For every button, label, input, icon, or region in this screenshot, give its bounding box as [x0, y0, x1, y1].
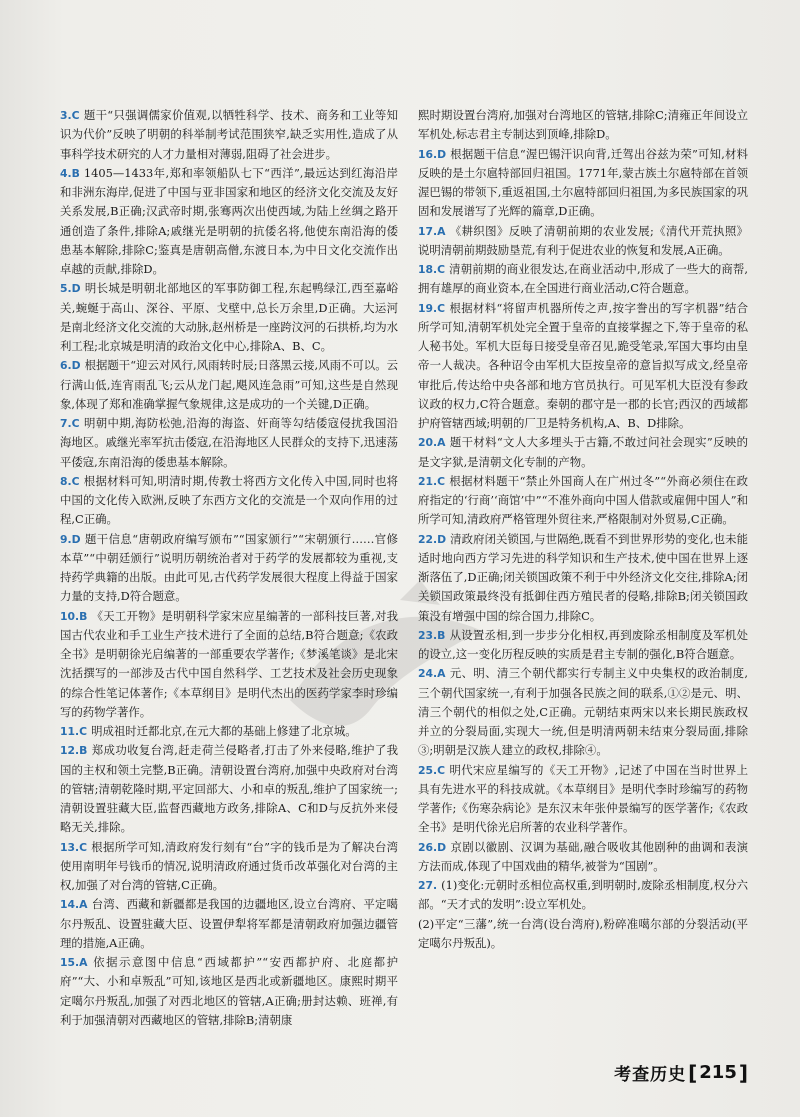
answer-number: 6.D	[60, 359, 81, 373]
answer-number: 8.C	[60, 474, 80, 488]
answer-item	[60, 838, 398, 896]
answer-number: 15.A	[60, 956, 88, 969]
answer-number: 24.A	[418, 667, 446, 681]
answer-item	[418, 626, 748, 665]
answer-item	[60, 414, 398, 472]
answer-number: 20.A	[418, 436, 446, 450]
answer-item	[60, 607, 398, 723]
answer-item	[60, 895, 398, 953]
answer-text: 台湾、西藏和新疆都是我国的边疆地区,设立台湾府、平定噶尔丹叛乱、设置驻藏大臣、设置伊犁将军都是清朝政府加强边疆管理的措施,A正确。	[60, 897, 398, 950]
answer-text: 明代宋应星编写的《天工开物》,记述了中国在当时世界上具有先进水平的科技成就。《本草纲目》是明代李时珍编写的药物学著作;《伤寒杂病论》是东汉末年张仲景编写的医学著作;《农政全书》是明代徐光启所著的农业科学著作。	[418, 762, 748, 835]
answer-text: 明长城是明朝北部地区的军事防御工程,东起鸭绿江,西至嘉峪关,蜿蜒于高山、深谷、平原、戈壁中,总长万余里,D正确。大运河是南北经济文化交流的大动脉,赵州桥是一座跨汶河的石拱桥,均为水利工程;北京城是明清的政治文化中心,排除A、B、C。	[60, 281, 398, 353]
answer-number: 27.	[418, 879, 438, 892]
answer-item	[418, 761, 748, 838]
footer-label: 考查历史	[614, 1065, 687, 1085]
answer-text: 清政府闭关锁国,与世隔绝,既看不到世界形势的变化,也未能适时地向西方学习先进的科学知识和生产技术,使中国在世界上逐渐落伍了,D正确;闭关锁国政策不利于中外经济文化交往,排除A;闭关锁国政策最终没有抵御住西方殖民者的侵略,排除B;闭关锁国政策没有增强中国的综合国力,排除C。	[418, 531, 748, 623]
answer-number: 26.D	[418, 840, 447, 854]
answer-text: 根据材料“将留声机器所传之声,按字誊出的写字机器”结合所学可知,清朝军机处完全置于皇帝的直接掌握之下,等于皇帝的私人秘书处。军机大臣每日接受皇帝召见,跪受笔录,军国大事均由皇帝一人裁决。各种诏令由军机大臣按皇帝的意旨拟写成文,经皇帝审批后,传达给中央各部和地方官员执行。可见军机大臣没有参政议政的权力,C符合题意。秦朝的郡守是一郡的长官;西汉的西域都护府管辖西域;明朝的厂卫是特务机构,A、B、D排除。	[418, 300, 748, 430]
answer-number: 23.B	[418, 628, 446, 642]
answer-text: 题干信息“唐朝政府编写颁布”“国家颁行”“宋朝颁行……官修本草”“中朝廷颁行”说明历朝统治者对于药学的发展都较为重视,支持药学典籍的出版。由此可见,古代药学发展很大程度上得益于国家力量的支持,D符合题意。	[60, 531, 398, 604]
answer-number: 21.C	[418, 474, 446, 488]
answer-item	[418, 530, 748, 626]
answer-item	[418, 472, 748, 530]
answer-number: 9.D	[60, 532, 81, 546]
answer-subitem: (2)平定“三藩”,统一台湾(设台湾府),粉碎准噶尔部的分裂活动(平定噶尔丹叛乱)。	[418, 916, 748, 950]
answer-item	[418, 145, 748, 222]
answer-text: (1)变化:元朝时丞相位高权重,到明朝时,废除丞相制度,权分六部。“天才式的发明”:设立军机处。	[418, 878, 748, 912]
answer-text: 郑成功收复台湾,赶走荷兰侵略者,打击了外来侵略,维护了我国的主权和领土完整,B正确。清朝设置台湾府,加强中央政府对台湾的管辖;清朝乾隆时期,平定回部大、小和卓的叛乱,维护了国家统一;清朝设置驻藏大臣,监督西藏地方政务,排除A、C和D与反抗外来侵略无关,排除。	[60, 743, 398, 835]
answer-text: 熙时期设置台湾府,加强对台湾地区的管辖,排除C;清雍正年间设立军机处,标志君主专制达到顶峰,排除D。	[418, 108, 748, 142]
answer-text: 根据所学可知,清政府发行刻有“台”字的钱币是为了解决台湾使用南明年号钱币的情况,说明清政府通过货币改革强化对台湾的主权,加强了对台湾的管辖,C正确。	[60, 839, 398, 892]
answer-number: 25.C	[418, 763, 446, 777]
answer-number: 7.C	[60, 417, 80, 430]
answer-number: 12.B	[60, 744, 88, 758]
answer-number: 13.C	[60, 840, 88, 854]
answer-number: 14.A	[60, 898, 88, 912]
answer-text: 京剧以徽剧、汉调为基础,融合吸收其他剧种的曲调和表演方法而成,体现了中国戏曲的精华,被誉为“国剧”。	[418, 839, 748, 873]
answer-item	[418, 664, 748, 760]
bracket-close: ]	[738, 1060, 748, 1085]
page-footer	[614, 1060, 748, 1085]
answer-number: 11.C	[60, 725, 88, 738]
answer-number: 5.D	[60, 282, 81, 296]
answer-text: 根据材料题干“禁止外国商人在广州过冬”“外商必须住在政府指定的‘行商’‘商馆’中”“不准外商向中国人借款或雇佣中国人”和所学可知,清政府严格管理外贸往来,严格限制对外贸易,C正确。	[418, 473, 748, 527]
answer-text: 根据题干信息“渥巴锡汗识向背,迁驾出谷兹为荣”可知,材料反映的是土尔扈特部回归祖国。1771年,蒙古族土尔扈特部在首领渥巴锡的带领下,重返祖国,土尔扈特部回归祖国,为多民族国家的巩固和发展谱写了光辉的篇章,D正确。	[418, 146, 748, 219]
page-number: 215	[699, 1062, 737, 1083]
answer-text: 明成祖时迁都北京,在元大都的基础上修建了北京城。	[91, 724, 357, 738]
answer-number: 17.A	[418, 224, 446, 238]
answer-number: 10.B	[60, 609, 88, 623]
answer-item	[418, 106, 748, 145]
answer-text: 从设置丞相,到一步步分化相权,再到废除丞相制度及军机处的设立,这一变化历程反映的实质是君主专制的强化,B符合题意。	[418, 627, 748, 661]
answer-item	[60, 164, 398, 280]
answer-text: 明朝中期,海防松弛,沿海的海盗、奸商等勾结倭寇侵扰我国沿海地区。戚继光率军抗击倭寇,在沿海地区人民群众的支持下,迅速荡平倭寇,东南沿海的倭患基本解除。	[60, 416, 398, 469]
answer-text: 《天工开物》是明朝科学家宋应星编著的一部科技巨著,对我国古代农业和手工业生产技术进行了全面的总结,B符合题意;《农政全书》是明朝徐光启编著的一部重要农学著作;《梦溪笔谈》是北宋沈括撰写的一部涉及古代中国自然科学、工艺技术及社会历史现象的综合性笔记体著作;《本草纲目》是明代杰出的医药学家李时珍编写的药物学著作。	[60, 608, 398, 719]
answer-text: 根据材料可知,明清时期,传教士将西方文化传入中国,同时也将中国的文化传入欧洲,反映了东西方文化的交流是一个双向作用的过程,C正确。	[60, 473, 398, 527]
answer-item	[60, 530, 398, 607]
answer-item	[418, 433, 748, 472]
answer-text: 1405—1433年,郑和率领船队七下“西洋”,最远达到红海沿岸和非洲东海岸,促进了中国与亚非国家和地区的经济文化交流及友好关系发展,B正确;汉武帝时期,张骞两次出使西域,为陆上丝绸之路开通创造了条件,排除A;戚继光是明朝的抗倭名将,他使东南沿海的倭患基本解除,排除C;鉴真是唐朝高僧,东渡日本,为中日文化交流作出卓越的贡献,排除D。	[60, 165, 398, 276]
answer-item	[418, 260, 748, 299]
answer-number: 16.D	[418, 147, 447, 161]
answer-item	[60, 953, 398, 1030]
answer-number: 3.C	[60, 109, 80, 122]
answer-text: 题干材料“文人大多埋头于古籍,不敢过问社会现实”反映的是文字狱,是清朝文化专制的产物。	[418, 435, 748, 469]
answer-number: 18.C	[418, 263, 446, 276]
answer-item	[60, 741, 398, 837]
answer-item	[418, 299, 748, 434]
answer-number: 19.C	[418, 301, 446, 315]
answer-item	[418, 876, 748, 915]
bracket-open: [	[688, 1060, 698, 1085]
answer-text: 元、明、清三个朝代都实行专制主义中央集权的政治制度,三个朝代国家统一,有利于加强各民族之间的联系,①②是元、明、清三个朝代的相似之处,C正确。元朝结束两宋以来长期民族政权并立的分裂局面,实现大一统,但是明清两朝未结束分裂局面,排除③;明朝是汉族人建立的政权,排除④。	[418, 666, 748, 758]
answer-text: 根据题干“迎云对风行,风雨转时辰;日落黑云接,风雨不可以。云行满山低,连宵雨乱飞;云从龙门起,飓风连急雨”可知,这些是自然现象,体现了郑和准确掌握气象规律,这是成功的一个关键,D正确。	[60, 358, 398, 411]
answer-item	[60, 472, 398, 530]
answer-item	[418, 222, 748, 261]
answer-item	[60, 279, 398, 356]
answer-text: 依据示意图中信息“西域都护”“安西都护府、北庭都护府”“大、小和卓叛乱”可知,该地区是西北或新疆地区。康熙时期平定噶尔丹叛乱,加强了对西北地区的管辖,A正确;册封达赖、班禅,有利于加强清朝对西藏地区的管辖,排除B;清朝康	[60, 955, 398, 1027]
answer-text: 题干“只强调儒家价值观,以牺牲科学、技术、商务和工业等知识为代价”反映了明朝的科举制考试范围狭窄,缺乏实用性,造成了从事科学技术研究的人才力量相对薄弱,阻碍了社会进步。	[60, 108, 398, 161]
answer-item	[418, 838, 748, 877]
answer-text: 《耕织图》反映了清朝前期的农业发展;《清代开荒执照》说明清朝前期鼓励垦荒,有利于促进农业的恢复和发展,A正确。	[418, 223, 748, 257]
answer-item	[60, 356, 398, 414]
left-column	[60, 106, 398, 1030]
answer-item	[60, 722, 398, 741]
answer-text: 清朝前期的商业很发达,在商业活动中,形成了一些大的商帮,拥有雄厚的商业资本,在全国进行商业活动,C符合题意。	[418, 262, 748, 296]
answer-number: 22.D	[418, 532, 447, 546]
right-column	[418, 106, 748, 953]
answer-number: 4.B	[60, 166, 80, 180]
answer-item	[60, 106, 398, 164]
